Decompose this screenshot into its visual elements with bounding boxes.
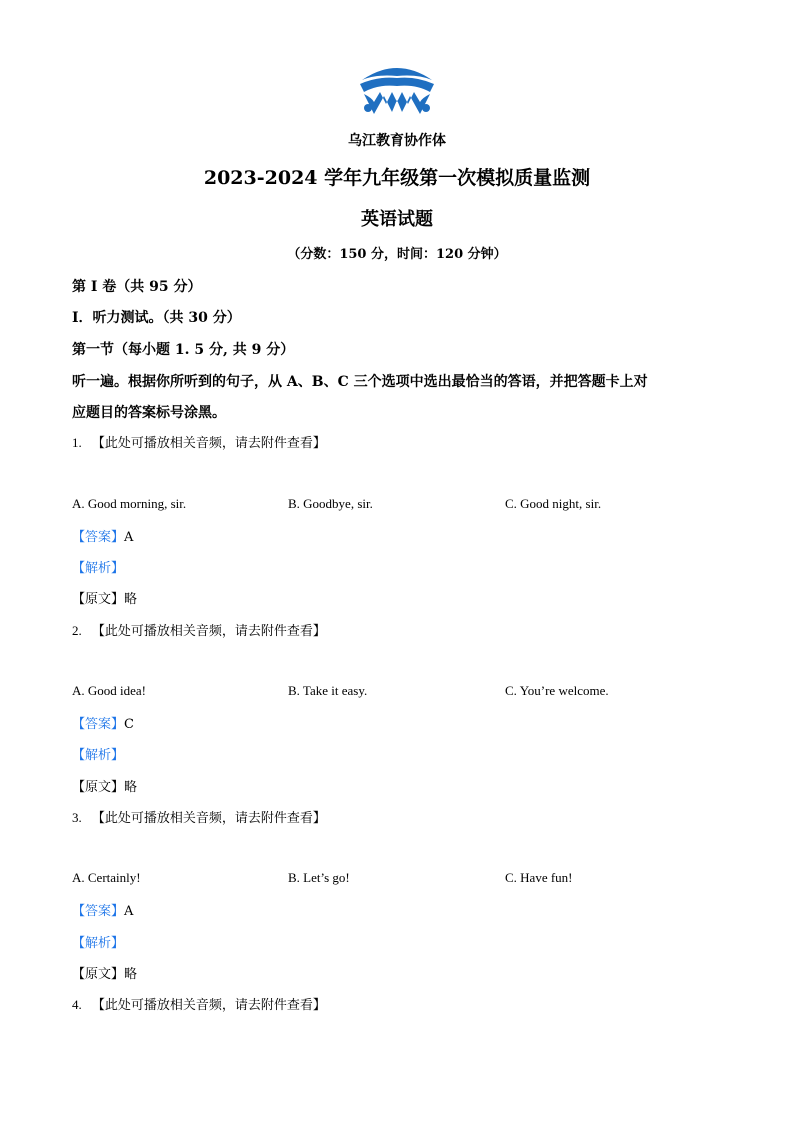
analysis-label: 【解析】 <box>72 561 125 576</box>
audio-prompt[interactable]: 【此处可播放相关音频，请去附件查看】 <box>91 998 326 1013</box>
option-b: B. Let’s go! <box>288 870 350 885</box>
original-row <box>72 776 137 795</box>
question-number: 1. <box>72 435 82 450</box>
original-value: 略 <box>124 780 138 795</box>
wujiang-logo <box>358 62 436 120</box>
option-a: A. Good idea! <box>72 683 147 698</box>
option-a: A. Certainly! <box>72 870 141 885</box>
answer-row <box>72 900 133 919</box>
option-c: C. You’re welcome. <box>505 683 609 698</box>
answer-label: 【答案】 <box>72 530 125 545</box>
section-heading: 第一节（每小题 1. 5 分, 共 9 分） <box>72 342 295 358</box>
instructions-line-1: 听一遍。根据你所听到的句子，从 A、B、C 三个选项中选出最恰当的答语，并把答题卡上对 <box>72 374 648 390</box>
part-heading: I．听力测试。（共 30 分） <box>72 310 241 326</box>
instructions-line-2: 应题目的答案标号涂黑。 <box>72 405 226 421</box>
answer-value: A <box>124 530 134 545</box>
option-b: B. Take it easy. <box>288 683 368 698</box>
question-3 <box>72 807 326 826</box>
answer-value: C <box>124 717 134 732</box>
analysis-label: 【解析】 <box>72 936 125 951</box>
question-number: 2. <box>72 623 82 638</box>
org-name: 乌江教育协作体 <box>348 133 446 149</box>
analysis-row <box>72 932 124 951</box>
option-c: C. Good night, sir. <box>505 496 602 511</box>
option-a: A. Good morning, sir. <box>72 496 187 511</box>
answer-value: A <box>124 904 134 919</box>
original-row <box>72 588 137 607</box>
question-1 <box>72 432 326 451</box>
question-4 <box>72 994 326 1013</box>
option-c: C. Have fun! <box>505 870 573 885</box>
original-row <box>72 963 137 982</box>
audio-prompt[interactable]: 【此处可播放相关音频，请去附件查看】 <box>91 811 326 826</box>
analysis-row <box>72 744 124 763</box>
question-number: 3. <box>72 810 82 825</box>
question-number: 4. <box>72 997 82 1012</box>
answer-label: 【答案】 <box>72 717 125 732</box>
original-value: 略 <box>124 967 138 982</box>
answer-label: 【答案】 <box>72 904 125 919</box>
score-time-info: （分数：150 分，时间：120 分钟） <box>287 247 507 262</box>
audio-prompt[interactable]: 【此处可播放相关音频，请去附件查看】 <box>91 436 326 451</box>
question-2 <box>72 620 326 639</box>
audio-prompt[interactable]: 【此处可播放相关音频，请去附件查看】 <box>91 624 326 639</box>
original-label: 【原文】 <box>72 780 125 795</box>
original-label: 【原文】 <box>72 592 125 607</box>
original-label: 【原文】 <box>72 967 125 982</box>
exam-title: 2023-2024 学年九年级第一次模拟质量监测 <box>203 167 591 189</box>
answer-row <box>72 713 134 732</box>
volume-heading: 第 I 卷（共 95 分） <box>72 279 202 295</box>
answer-row <box>72 526 133 545</box>
original-value: 略 <box>124 592 138 607</box>
analysis-label: 【解析】 <box>72 748 125 763</box>
analysis-row <box>72 557 124 576</box>
option-b: B. Goodbye, sir. <box>288 496 373 511</box>
subject-title: 英语试题 <box>361 209 433 230</box>
